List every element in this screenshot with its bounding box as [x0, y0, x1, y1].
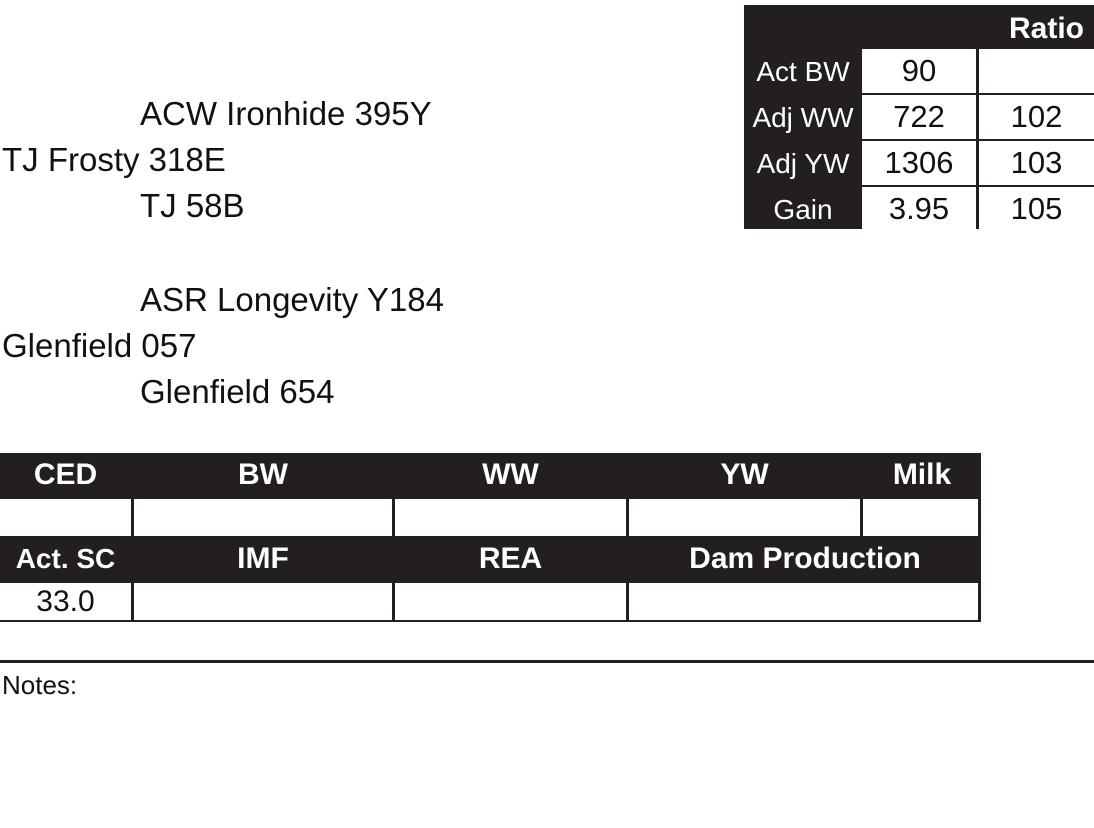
row-label: Act BW — [756, 56, 850, 87]
sire-sire-name: ACW Ironhide 395Y — [140, 95, 432, 132]
header-imf: IMF — [237, 542, 289, 575]
value-imf — [134, 583, 392, 620]
header-ced: CED — [33, 458, 98, 491]
dam-dam-name: Glenfield 654 — [140, 373, 335, 410]
table-row — [744, 141, 1094, 187]
value-yw — [629, 499, 860, 536]
header-ww: WW — [482, 458, 539, 491]
row-ratio — [979, 49, 1094, 93]
pedigree — [0, 0, 700, 430]
notes-divider — [0, 660, 1094, 663]
header-bw: BW — [238, 458, 288, 491]
epd-table — [0, 453, 981, 622]
sire-dam-name: TJ 58B — [140, 187, 245, 224]
dam-sire-name: ASR Longevity Y184 — [140, 281, 444, 318]
header-dam-production: Dam Production — [689, 542, 921, 575]
row-value: 90 — [862, 49, 976, 93]
header-act-sc: Act. SC — [15, 543, 116, 574]
row-value: 3.95 — [862, 187, 976, 231]
value-rea — [395, 583, 626, 620]
row-ratio: 105 — [979, 187, 1094, 231]
ratio-header: Ratio — [1009, 12, 1084, 45]
row-value: 1306 — [862, 141, 976, 185]
table-row — [744, 49, 1094, 95]
row-label: Gain — [773, 194, 833, 225]
value-milk — [863, 499, 978, 536]
notes-label: Notes: — [2, 670, 78, 700]
value-act-sc: 33.0 — [0, 583, 131, 620]
dam-name: Glenfield 057 — [2, 327, 197, 364]
header-rea: REA — [478, 542, 543, 575]
value-dam-production — [629, 583, 978, 620]
sire-name: TJ Frosty 318E — [2, 141, 226, 178]
row-label: Adj YW — [756, 148, 850, 179]
table-row — [744, 95, 1094, 141]
row-ratio: 102 — [979, 95, 1094, 139]
header-yw: YW — [720, 458, 769, 491]
row-ratio: 103 — [979, 141, 1094, 185]
value-bw — [134, 499, 392, 536]
performance-table — [744, 5, 1094, 229]
value-ww — [395, 499, 626, 536]
row-label: Adj WW — [752, 102, 854, 133]
header-milk: Milk — [892, 458, 952, 491]
table-row — [744, 187, 1094, 233]
row-value: 722 — [862, 95, 976, 139]
value-ced — [0, 499, 131, 536]
